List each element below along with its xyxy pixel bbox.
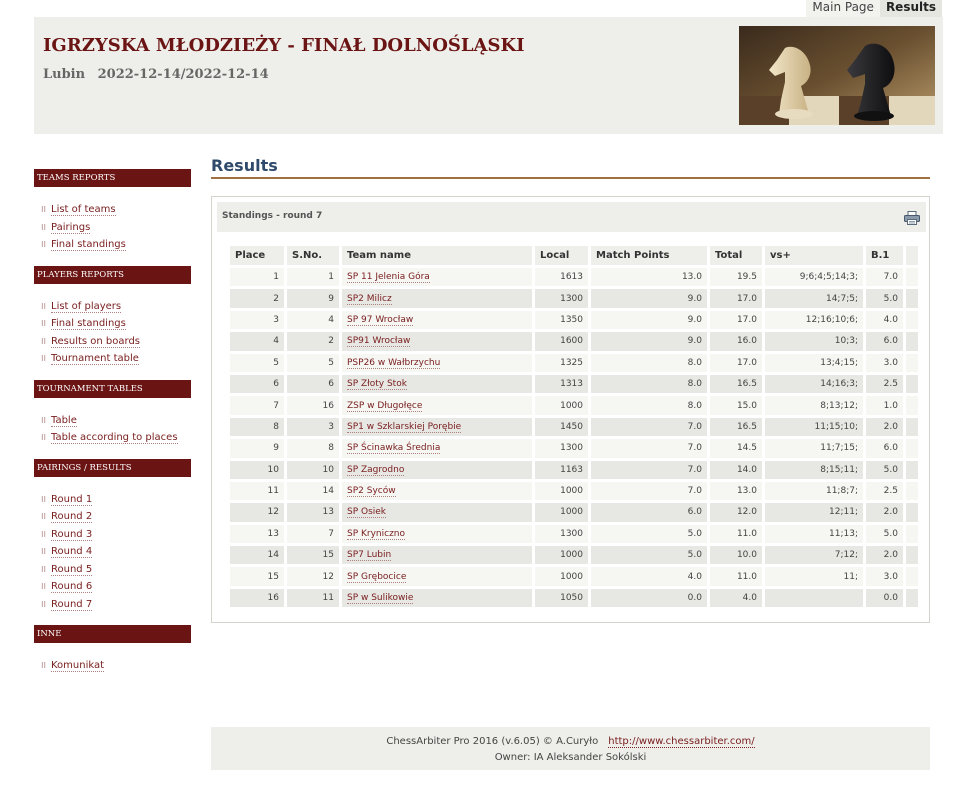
cell-place: 6 [230, 375, 284, 393]
cell-sno: 10 [287, 461, 339, 479]
cell-sno: 1 [287, 268, 339, 286]
table-row [230, 289, 918, 307]
cell-local: 1000 [535, 567, 588, 585]
table-row [230, 525, 918, 543]
cell-sno: 6 [287, 375, 339, 393]
team-link[interactable]: SP2 Syców [347, 486, 396, 497]
cell-spacer [906, 289, 918, 307]
cell-vs: 11;15;10; [765, 418, 863, 436]
sidebar-item [41, 578, 191, 596]
team-link[interactable]: ZSP w Długołęce [347, 400, 423, 411]
main-content [211, 156, 930, 604]
cell-spacer [906, 567, 918, 585]
cell-local: 1050 [535, 589, 588, 607]
cell-match-points: 9.0 [591, 332, 707, 350]
cell-local: 1325 [535, 354, 588, 372]
cell-place: 10 [230, 461, 284, 479]
cell-local: 1613 [535, 268, 588, 286]
chess-knights-image [739, 26, 935, 125]
bullet-icon: ⁝⁝ [41, 529, 47, 539]
sidebar-list-teams [34, 187, 191, 266]
cell-match-points: 6.0 [591, 503, 707, 521]
table-row [230, 589, 918, 607]
sidebar-link-results-on-boards[interactable]: Results on boards [51, 335, 141, 347]
bullet-icon: ⁝⁝ [41, 661, 47, 670]
cell-spacer [906, 332, 918, 350]
cell-team [342, 439, 532, 457]
cell-local: 1300 [535, 525, 588, 543]
cell-total: 19.5 [710, 268, 762, 286]
cell-total: 16.0 [710, 332, 762, 350]
cell-sno: 14 [287, 482, 339, 500]
cell-b1: 5.0 [866, 461, 903, 479]
cell-match-points: 9.0 [591, 289, 707, 307]
table-row [230, 375, 918, 393]
cell-match-points: 7.0 [591, 439, 707, 457]
sidebar-item [41, 491, 191, 509]
sidebar-section-title: PLAYERS REPORTS [34, 266, 191, 284]
footer-link[interactable]: http://www.chessarbiter.com/ [608, 736, 755, 747]
cell-spacer [906, 589, 918, 607]
cell-sno: 12 [287, 567, 339, 585]
cell-b1: 4.0 [866, 311, 903, 329]
cell-total: 17.0 [710, 354, 762, 372]
cell-match-points: 13.0 [591, 268, 707, 286]
cell-place: 13 [230, 525, 284, 543]
cell-sno: 2 [287, 332, 339, 350]
column-header[interactable]: Place [230, 246, 284, 265]
cell-local: 1000 [535, 482, 588, 500]
sidebar-list-other [34, 643, 191, 687]
cell-place: 12 [230, 503, 284, 521]
column-header[interactable]: Team name [342, 246, 532, 265]
cell-match-points: 7.0 [591, 418, 707, 436]
sidebar-link-list-of-players[interactable]: List of players [51, 300, 122, 312]
cell-total: 14.5 [710, 439, 762, 457]
bullet-icon: ⁝⁝ [41, 494, 47, 504]
column-header[interactable]: Total [710, 246, 762, 265]
sidebar-item [41, 236, 191, 254]
cell-vs: 11;7;15; [765, 439, 863, 457]
sidebar-item [41, 596, 191, 614]
sidebar-link-round-1[interactable]: Round 1 [51, 493, 93, 505]
cell-match-points: 0.0 [591, 589, 707, 607]
bullet-icon: ⁝⁝ [41, 336, 47, 346]
cell-match-points: 5.0 [591, 546, 707, 564]
cell-local: 1300 [535, 439, 588, 457]
table-row [230, 567, 918, 585]
cell-b1: 2.5 [866, 375, 903, 393]
cell-team [342, 289, 532, 307]
team-link[interactable]: SP1 w Szklarskiej Porębie [347, 421, 462, 432]
table-row [230, 482, 918, 500]
cell-place: 11 [230, 482, 284, 500]
cell-team [342, 589, 532, 607]
bullet-icon: ⁝⁝ [41, 319, 47, 328]
cell-match-points: 9.0 [591, 311, 707, 329]
sidebar-link-komunikat[interactable]: Komunikat [51, 660, 105, 671]
cell-team [342, 418, 532, 436]
cell-team [342, 567, 532, 585]
cell-place: 4 [230, 332, 284, 350]
cell-match-points: 8.0 [591, 354, 707, 372]
cell-total: 16.5 [710, 375, 762, 393]
column-header[interactable]: Match Points [591, 246, 707, 265]
cell-spacer [906, 461, 918, 479]
cell-place: 8 [230, 418, 284, 436]
sidebar-link-round-7[interactable]: Round 7 [51, 598, 93, 610]
table-row [230, 354, 918, 372]
cell-vs: 13;4;15; [765, 354, 863, 372]
bullet-icon: ⁝⁝ [41, 222, 47, 232]
column-header[interactable]: S.No. [287, 246, 339, 265]
cell-vs: 10;3; [765, 332, 863, 350]
cell-team [342, 332, 532, 350]
cell-team [342, 311, 532, 329]
cell-total: 17.0 [710, 289, 762, 307]
cell-place: 16 [230, 589, 284, 607]
sidebar-section-title: TEAMS REPORTS [34, 169, 191, 187]
sidebar-item [41, 333, 191, 351]
cell-total: 11.0 [710, 525, 762, 543]
cell-vs [765, 589, 863, 607]
cell-vs: 12;16;10;6; [765, 311, 863, 329]
sidebar-link-tournament-table[interactable]: Tournament table [51, 353, 139, 364]
cell-place: 14 [230, 546, 284, 564]
bullet-icon: ⁝⁝ [41, 547, 47, 556]
cell-vs: 11;8;7; [765, 482, 863, 500]
cell-spacer [906, 482, 918, 500]
cell-match-points: 7.0 [591, 461, 707, 479]
sidebar-item [41, 350, 191, 368]
table-row [230, 439, 918, 457]
cell-team [342, 482, 532, 500]
bullet-icon: ⁝⁝ [41, 582, 47, 591]
cell-team [342, 461, 532, 479]
cell-vs: 14;16;3; [765, 375, 863, 393]
sidebar-section-title: INNE [34, 625, 191, 643]
table-row [230, 503, 918, 521]
sidebar-item [41, 412, 191, 430]
team-link[interactable]: SP w Sulikowie [347, 593, 414, 604]
team-link[interactable]: SP Osiek [347, 507, 387, 518]
bullet-icon: ⁝⁝ [41, 512, 47, 521]
cell-place: 7 [230, 396, 284, 414]
sidebar-link-player-final-standings[interactable]: Final standings [51, 318, 126, 329]
cell-spacer [906, 268, 918, 286]
cell-team [342, 546, 532, 564]
sidebar-link-round-3[interactable]: Round 3 [51, 528, 93, 540]
cell-place: 9 [230, 439, 284, 457]
cell-b1: 2.0 [866, 503, 903, 521]
cell-match-points: 8.0 [591, 396, 707, 414]
sidebar-list-players [34, 284, 191, 380]
sidebar-link-round-6[interactable]: Round 6 [51, 581, 93, 592]
table-row [230, 461, 918, 479]
bullet-icon: ⁝⁝ [41, 564, 47, 574]
cell-sno: 16 [287, 396, 339, 414]
cell-match-points: 5.0 [591, 525, 707, 543]
sidebar-item [41, 657, 191, 675]
cell-local: 1450 [535, 418, 588, 436]
top-nav [806, 0, 942, 17]
sidebar-item [41, 508, 191, 526]
sidebar-item [41, 561, 191, 579]
footer-owner: Owner: IA Aleksander Sokólski [494, 752, 647, 763]
bullet-icon: ⁝⁝ [41, 205, 47, 214]
standings-label: Standings - round 7 [222, 211, 323, 221]
sidebar-list-rounds [34, 477, 191, 626]
cell-local: 1000 [535, 503, 588, 521]
column-header[interactable]: vs+ [765, 246, 863, 265]
sidebar-link-list-of-teams[interactable]: List of teams [51, 204, 116, 215]
team-link[interactable]: SP91 Wrocław [347, 336, 411, 347]
cell-total: 15.0 [710, 396, 762, 414]
bullet-icon: ⁝⁝ [41, 415, 47, 425]
team-link[interactable]: SP Zagrodno [347, 464, 405, 475]
bullet-icon: ⁝⁝ [41, 599, 47, 609]
cell-sno: 9 [287, 289, 339, 307]
sidebar-item [41, 298, 191, 316]
cell-vs: 8;15;11; [765, 461, 863, 479]
cell-spacer [906, 375, 918, 393]
cell-sno: 8 [287, 439, 339, 457]
table-row [230, 332, 918, 350]
bullet-icon: ⁝⁝ [41, 240, 47, 249]
column-header[interactable]: B.1 [866, 246, 903, 265]
cell-local: 1300 [535, 289, 588, 307]
cell-vs: 14;7;5; [765, 289, 863, 307]
cell-local: 1350 [535, 311, 588, 329]
table-header-row [230, 246, 918, 265]
cell-place: 1 [230, 268, 284, 286]
footer-line [211, 734, 930, 750]
cell-sno: 4 [287, 311, 339, 329]
table-row [230, 396, 918, 414]
cell-sno: 11 [287, 589, 339, 607]
standings-header [217, 202, 926, 232]
table-row [230, 418, 918, 436]
cell-b1: 5.0 [866, 525, 903, 543]
cell-local: 1313 [535, 375, 588, 393]
sidebar-link-round-2[interactable]: Round 2 [51, 511, 93, 522]
cell-vs: 8;13;12; [765, 396, 863, 414]
column-header [906, 246, 918, 265]
team-link[interactable]: SP Kryniczno [347, 528, 406, 539]
sidebar-link-pairings[interactable]: Pairings [51, 221, 91, 233]
page-footer [211, 727, 930, 770]
footer-credit: ChessArbiter Pro 2016 (v.6.05) © A.Curyło [386, 736, 599, 747]
cell-team [342, 525, 532, 543]
cell-sno: 3 [287, 418, 339, 436]
page-header [34, 17, 943, 134]
cell-spacer [906, 525, 918, 543]
cell-place: 5 [230, 354, 284, 372]
cell-sno: 7 [287, 525, 339, 543]
standings-table [227, 243, 921, 610]
cell-vs: 9;6;4;5;14;3; [765, 268, 863, 286]
cell-sno: 13 [287, 503, 339, 521]
tournament-city: Lubin [43, 67, 86, 82]
sidebar-item [41, 526, 191, 544]
cell-total: 13.0 [710, 482, 762, 500]
sidebar-section-title: PAIRINGS / RESULTS [34, 459, 191, 477]
page-title: Results [211, 156, 930, 179]
cell-vs: 11;13; [765, 525, 863, 543]
cell-b1: 1.0 [866, 396, 903, 414]
nav-results[interactable]: Results [880, 0, 942, 17]
table-row [230, 268, 918, 286]
bullet-icon: ⁝⁝ [41, 433, 47, 442]
cell-vs: 7;12; [765, 546, 863, 564]
cell-b1: 3.0 [866, 354, 903, 372]
cell-team [342, 354, 532, 372]
cell-total: 16.5 [710, 418, 762, 436]
sidebar-item [41, 219, 191, 237]
sidebar-item [41, 315, 191, 333]
cell-b1: 6.0 [866, 439, 903, 457]
cell-b1: 2.0 [866, 546, 903, 564]
sidebar-section-title: TOURNAMENT TABLES [34, 380, 191, 398]
cell-b1: 6.0 [866, 332, 903, 350]
cell-b1: 2.5 [866, 482, 903, 500]
sidebar-link-table-by-places[interactable]: Table according to places [51, 432, 178, 443]
team-link[interactable]: SP7 Lubin [347, 550, 392, 561]
cell-b1: 0.0 [866, 589, 903, 607]
bullet-icon: ⁝⁝ [41, 354, 47, 363]
printer-icon[interactable] [904, 210, 920, 224]
team-link[interactable]: SP Złoty Stok [347, 379, 407, 390]
cell-b1: 5.0 [866, 289, 903, 307]
sidebar-link-round-4[interactable]: Round 4 [51, 546, 93, 557]
cell-total: 14.0 [710, 461, 762, 479]
cell-total: 4.0 [710, 589, 762, 607]
cell-sno: 15 [287, 546, 339, 564]
cell-match-points: 4.0 [591, 567, 707, 585]
sidebar-link-team-final-standings[interactable]: Final standings [51, 239, 126, 250]
team-link[interactable]: SP Grębocice [347, 571, 407, 582]
cell-local: 1000 [535, 546, 588, 564]
tournament-subtitle [43, 67, 269, 82]
team-link[interactable]: SP2 Milicz [347, 293, 392, 304]
cell-vs: 12;11; [765, 503, 863, 521]
cell-spacer [906, 311, 918, 329]
tournament-dates: 2022-12-14/2022-12-14 [97, 67, 269, 82]
sidebar-item [41, 201, 191, 219]
cell-local: 1163 [535, 461, 588, 479]
cell-b1: 2.0 [866, 418, 903, 436]
sidebar-item [41, 543, 191, 561]
sidebar-link-round-5[interactable]: Round 5 [51, 563, 93, 575]
cell-spacer [906, 354, 918, 372]
cell-b1: 7.0 [866, 268, 903, 286]
sidebar [34, 169, 191, 687]
cell-spacer [906, 439, 918, 457]
cell-total: 17.0 [710, 311, 762, 329]
cell-match-points: 8.0 [591, 375, 707, 393]
cell-local: 1600 [535, 332, 588, 350]
cell-spacer [906, 418, 918, 436]
cell-sno: 5 [287, 354, 339, 372]
team-link[interactable]: SP 97 Wrocław [347, 314, 414, 325]
cell-team [342, 375, 532, 393]
bullet-icon: ⁝⁝ [41, 301, 47, 311]
cell-match-points: 7.0 [591, 482, 707, 500]
sidebar-list-tables [34, 398, 191, 459]
column-header[interactable]: Local [535, 246, 588, 265]
cell-team [342, 396, 532, 414]
cell-b1: 3.0 [866, 567, 903, 585]
cell-place: 3 [230, 311, 284, 329]
cell-spacer [906, 396, 918, 414]
team-link[interactable]: SP 11 Jelenia Góra [347, 272, 430, 283]
cell-total: 10.0 [710, 546, 762, 564]
sidebar-link-table[interactable]: Table [51, 414, 77, 426]
standings-panel [211, 196, 930, 623]
cell-team [342, 268, 532, 286]
cell-total: 11.0 [710, 567, 762, 585]
sidebar-item [41, 429, 191, 447]
cell-local: 1000 [535, 396, 588, 414]
team-link[interactable]: SP Ścinawka Średnia [347, 443, 441, 454]
cell-vs: 11; [765, 567, 863, 585]
table-row [230, 546, 918, 564]
table-row [230, 311, 918, 329]
cell-team [342, 503, 532, 521]
team-link[interactable]: PSP26 w Wałbrzychu [347, 357, 441, 368]
tournament-title: IGRZYSKA MŁODZIEŻY - FINAŁ DOLNOŚLĄSKI [43, 35, 525, 56]
cell-total: 12.0 [710, 503, 762, 521]
nav-main-page[interactable]: Main Page [806, 0, 880, 17]
cell-place: 2 [230, 289, 284, 307]
cell-place: 15 [230, 567, 284, 585]
cell-spacer [906, 503, 918, 521]
cell-spacer [906, 546, 918, 564]
